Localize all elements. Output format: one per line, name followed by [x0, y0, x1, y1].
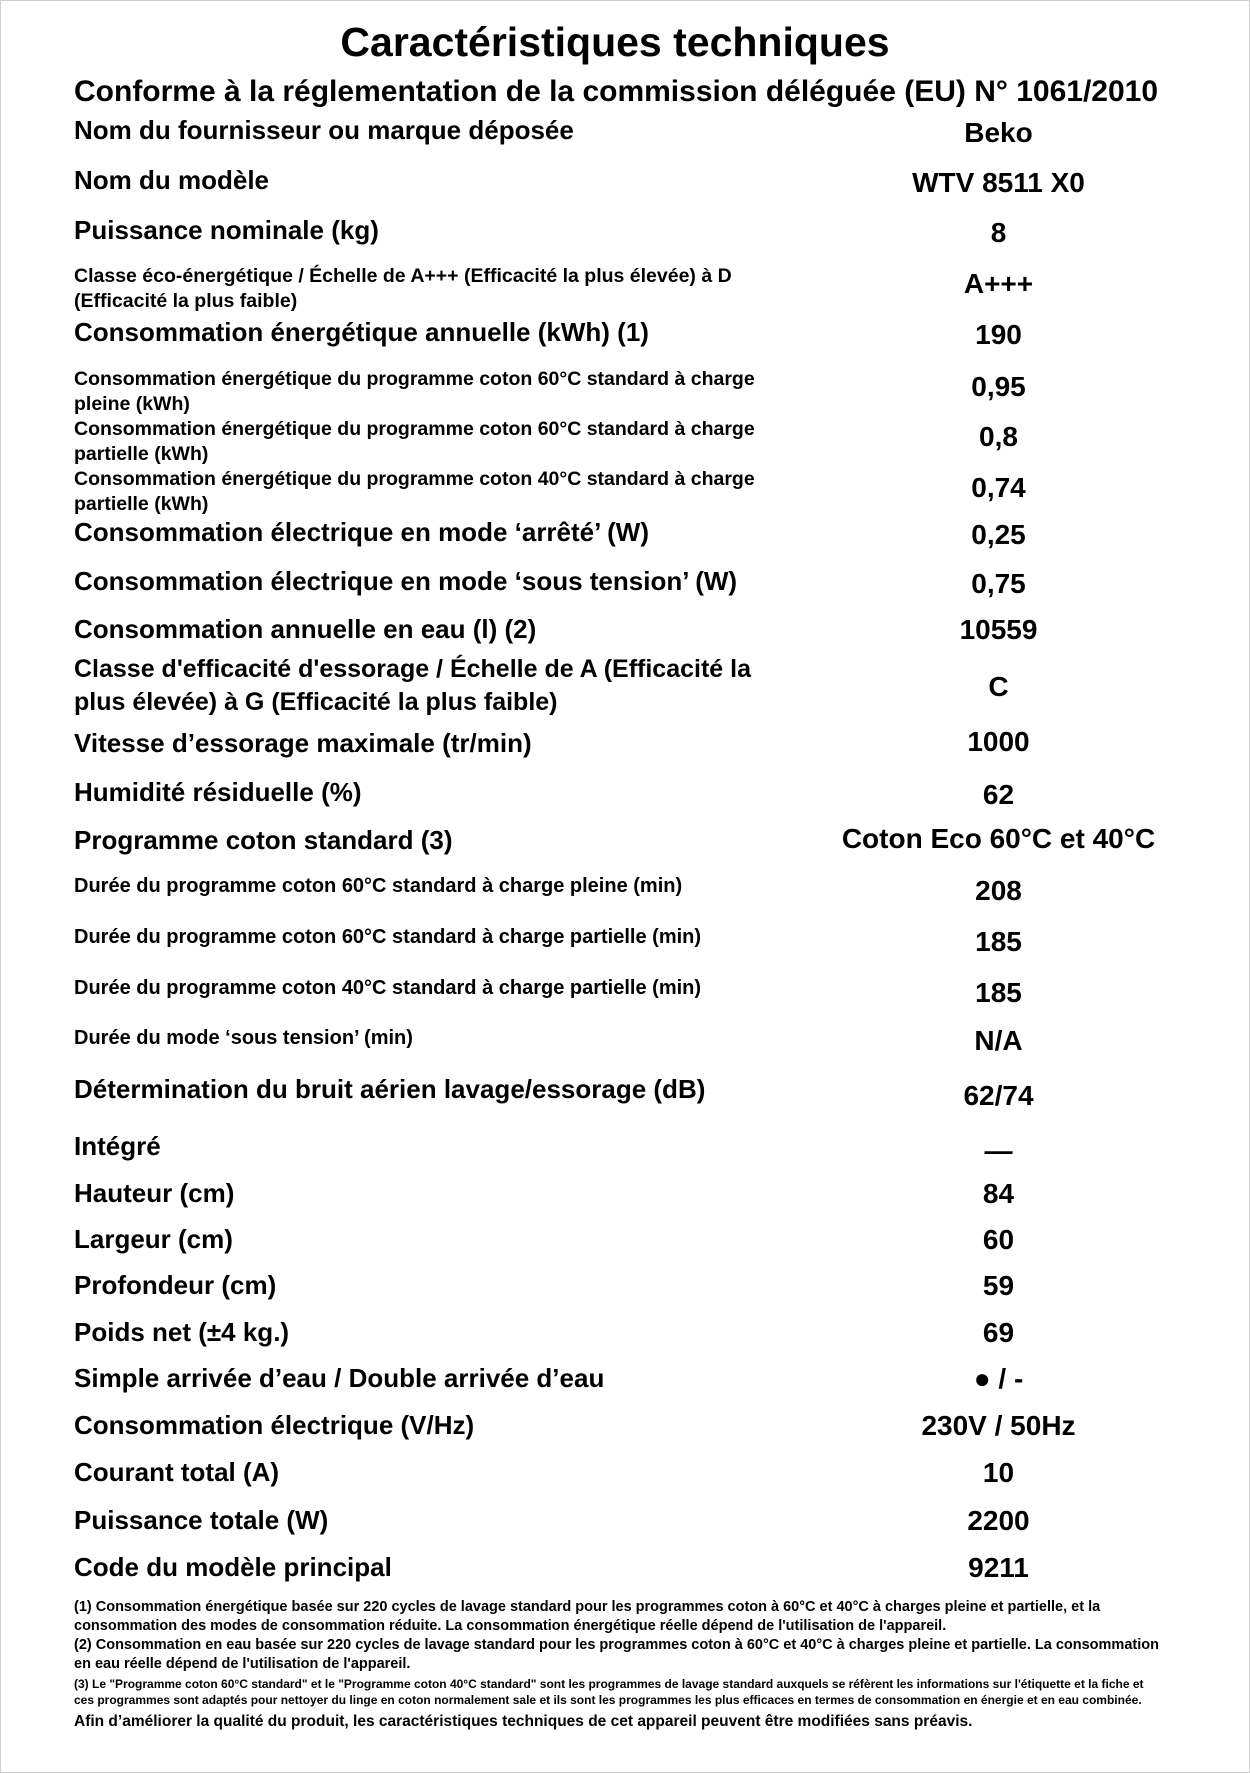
spec-label: Vitesse d’essorage maximale (tr/min)	[74, 728, 532, 758]
spec-value: 185	[975, 977, 1022, 1008]
spec-value: 84	[982, 1178, 1015, 1209]
spec-label: Classe éco-énergétique / Échelle de A+++ (Efficacité la plus élevée) à D (Efficacité la plus faible)	[74, 265, 732, 312]
spec-value: 190	[975, 319, 1022, 350]
page-subtitle: Conforme à la réglementation de la commission déléguée (EU) N° 1061/2010	[74, 75, 1159, 108]
disclaimer: Afin d’améliorer la qualité du produit, les caractéristiques techniques de cet appareil peuvent être modifiées sans préavis.	[74, 1713, 973, 1730]
spec-label: Durée du mode ‘sous tension’ (min)	[74, 1027, 413, 1049]
spec-label: Nom du modèle	[74, 165, 270, 195]
spec-label: Puissance totale (W)	[74, 1505, 329, 1535]
spec-value: 62/74	[963, 1080, 1034, 1111]
spec-value: 8	[990, 217, 1007, 248]
spec-label: Programme coton standard (3)	[74, 825, 453, 855]
spec-label: Largeur (cm)	[74, 1224, 233, 1254]
spec-label: Hauteur (cm)	[74, 1178, 235, 1208]
spec-label: Consommation énergétique du programme coton 60°C standard à charge partielle (kWh)	[74, 418, 755, 465]
spec-value: C	[988, 671, 1009, 702]
spec-label: Consommation électrique (V/Hz)	[74, 1410, 475, 1440]
spec-label: Détermination du bruit aérien lavage/essorage (dB)	[74, 1074, 706, 1104]
spec-label: Poids net (±4 kg.)	[74, 1317, 290, 1347]
spec-label: Intégré	[74, 1131, 161, 1161]
spec-value: 69	[982, 1317, 1015, 1348]
spec-label: Nom du fournisseur ou marque déposée	[74, 115, 574, 145]
footnote-2: (2) Consommation en eau basée sur 220 cycles de lavage standard pour les programmes coton à 60°C et 40°C à charges pleine et partielle. La consommation en eau réelle dépend de l'utilisation de l'appareil.	[74, 1637, 1159, 1672]
spec-label: Durée du programme coton 40°C standard à charge partielle (min)	[74, 977, 702, 999]
spec-label: Consommation énergétique du programme coton 40°C standard à charge partielle (kWh)	[74, 468, 755, 515]
spec-value: WTV 8511 X0	[912, 167, 1085, 198]
spec-value: N/A	[974, 1025, 1023, 1056]
spec-label: Courant total (A)	[74, 1457, 280, 1487]
spec-value: 60	[982, 1224, 1015, 1255]
footnote-1: (1) Consommation énergétique basée sur 220 cycles de lavage standard pour les programmes coton à 60°C et 40°C à charges pleine et partielle, et la consommation des modes de consommation réduite. La consommation énergétique réelle dépend de l'utilisation de l'appareil.	[74, 1599, 1101, 1634]
spec-label: Code du modèle principal	[74, 1552, 392, 1582]
spec-value: 0,75	[971, 568, 1026, 599]
spec-value: Coton Eco 60°C et 40°C	[841, 823, 1156, 854]
spec-label: Simple arrivée d’eau / Double arrivée d’eau	[74, 1363, 605, 1393]
spec-label: Consommation énergétique du programme coton 60°C standard à charge pleine (kWh)	[74, 368, 755, 415]
spec-value: 0,74	[971, 472, 1026, 503]
spec-value: 2200	[967, 1505, 1030, 1536]
spec-label: Classe d'efficacité d'essorage / Échelle de A (Efficacité la plus élevée) à G (Efficacité la plus faible)	[74, 655, 751, 716]
spec-value: 208	[975, 875, 1022, 906]
spec-value: —	[984, 1135, 1013, 1166]
spec-value: 10559	[959, 614, 1038, 645]
spec-value: 230V / 50Hz	[921, 1410, 1076, 1441]
spec-label: Humidité résiduelle (%)	[74, 777, 362, 807]
spec-label: Durée du programme coton 60°C standard à charge pleine (min)	[74, 875, 683, 897]
spec-label: Puissance nominale (kg)	[74, 215, 379, 245]
spec-value: 9211	[968, 1552, 1029, 1583]
spec-label: Consommation électrique en mode ‘sous tension’ (W)	[74, 566, 738, 596]
spec-value: 10	[982, 1457, 1015, 1488]
spec-label: Consommation électrique en mode ‘arrêté’ (W)	[74, 517, 649, 547]
spec-value: 1000	[967, 726, 1030, 757]
spec-value: Beko	[964, 117, 1033, 148]
spec-value: ● / -	[973, 1363, 1024, 1394]
footnotes	[74, 1598, 1164, 1731]
spec-value: A+++	[963, 268, 1034, 299]
spec-value: 0,95	[971, 371, 1026, 402]
footnote-3: (3) Le "Programme coton 60°C standard" et le "Programme coton 40°C standard" sont les programmes de lavage standard auxquels se réfèrent les informations sur l'étiquette et la fiche et ces programmes sont adaptés pour nettoyer du linge en coton normalement sale et ils sont les programmes les plus efficaces en termes de consommation en énergie et en eau combinée.	[74, 1677, 1144, 1707]
spec-label: Profondeur (cm)	[74, 1270, 277, 1300]
spec-value: 0,8	[979, 421, 1018, 452]
page-title: Caractéristiques techniques	[340, 19, 890, 65]
spec-label: Consommation annuelle en eau (l) (2)	[74, 614, 537, 644]
spec-value: 185	[975, 926, 1022, 957]
spec-value: 62	[982, 779, 1015, 810]
spec-value: 0,25	[971, 519, 1026, 550]
spec-value: 59	[982, 1270, 1015, 1301]
spec-label: Consommation énergétique annuelle (kWh) (1)	[74, 317, 649, 347]
spec-label: Durée du programme coton 60°C standard à charge partielle (min)	[74, 926, 702, 948]
